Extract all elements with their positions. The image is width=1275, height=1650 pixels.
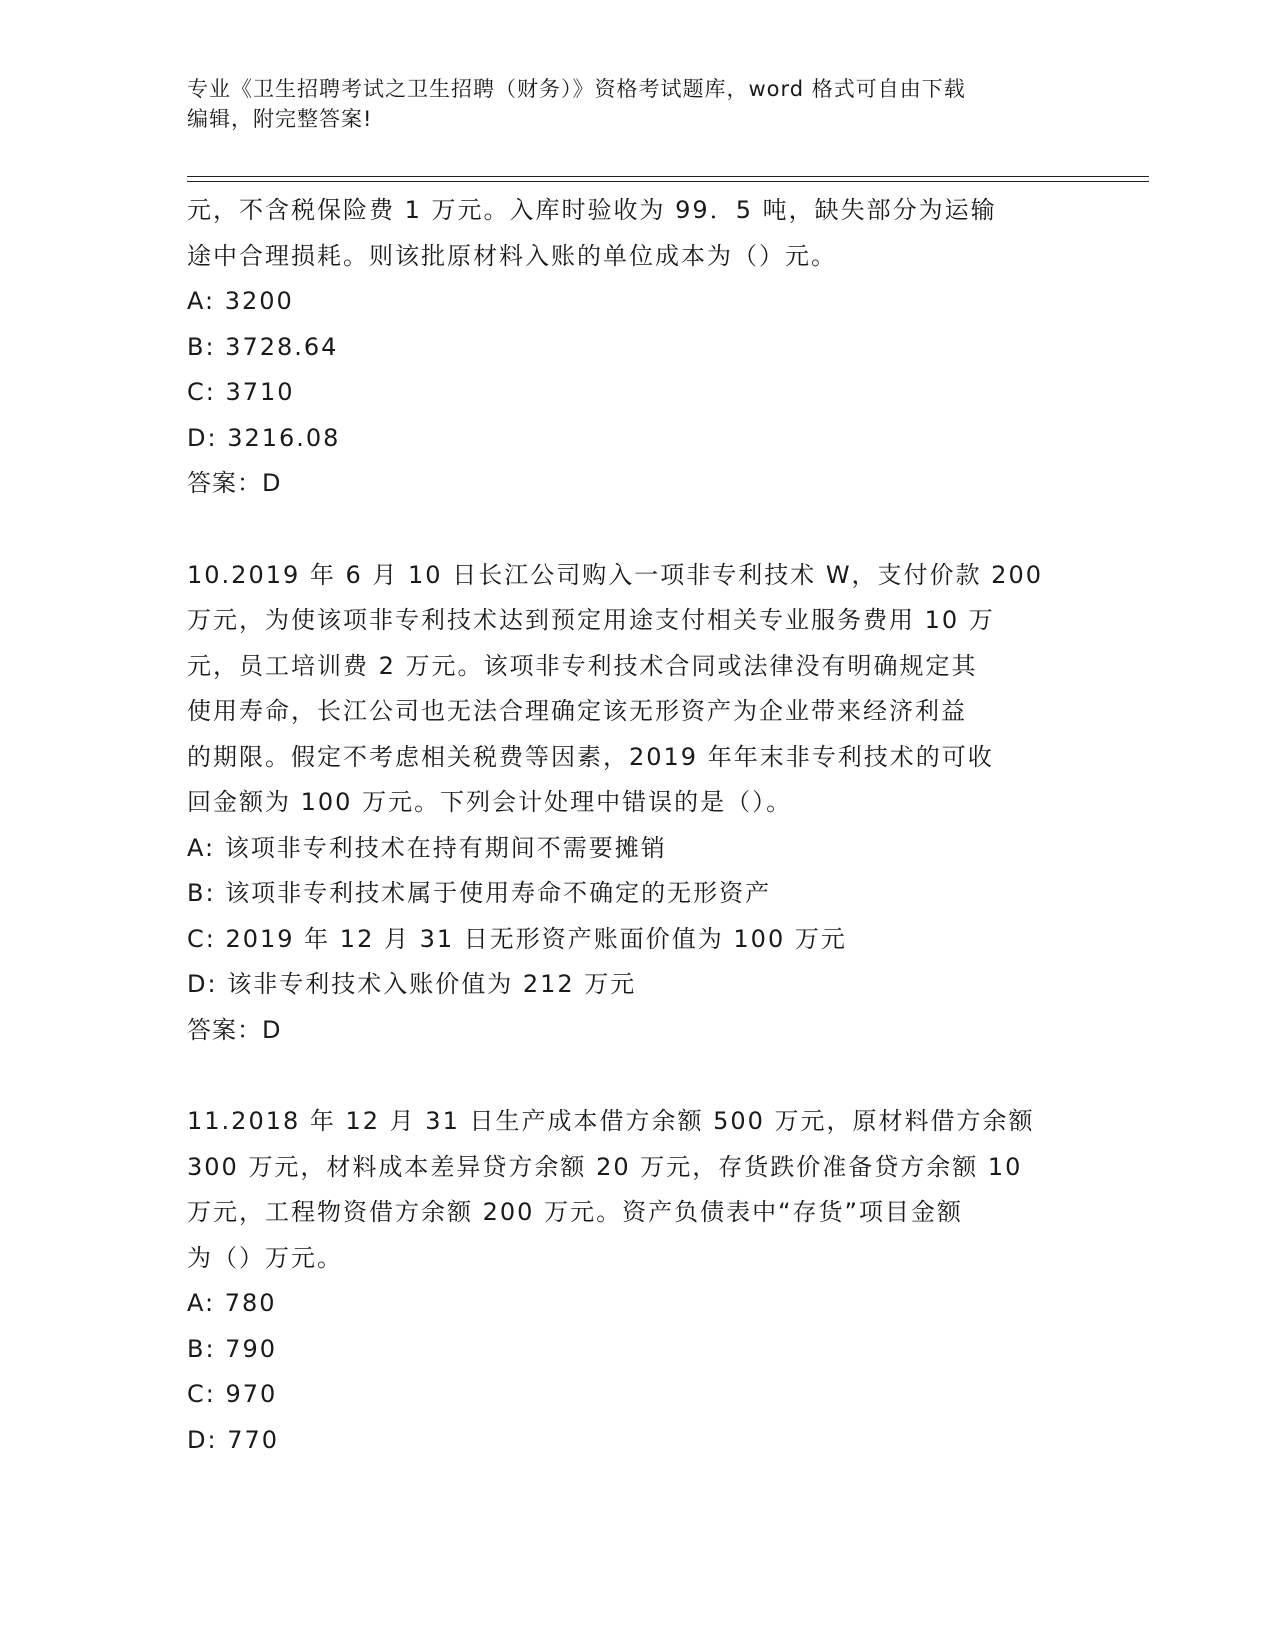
question-text-line: 万元，工程物资借方余额 200 万元。资产负债表中“存货”项目金额 — [187, 1198, 963, 1226]
option-b: B: 790 — [187, 1334, 277, 1363]
header-line-1: 专业《卫生招聘考试之卫生招聘（财务）》资格考试题库，word 格式可自由下载 — [187, 77, 966, 101]
header-double-rule — [187, 176, 1149, 182]
option-d: D: 770 — [187, 1425, 280, 1454]
question-text-line: 10.2019 年 6 月 10 日长江公司购入一项非专利技术 W，支付价款 200 — [187, 560, 1043, 589]
option-b: B: 该项非专利技术属于使用寿命不确定的无形资产 — [187, 879, 772, 907]
question-text-line: 途中合理损耗。则该批原材料入账的单位成本为（）元。 — [187, 241, 837, 270]
question-text-line: 元，员工培训费 2 万元。该项非专利技术合同或法律没有明确规定其 — [187, 651, 978, 680]
spacer — [187, 1053, 1087, 1099]
page-header — [187, 74, 1087, 134]
answer-label: 答案：D — [187, 1015, 282, 1044]
question-9-continued — [187, 188, 1087, 507]
option-c: C: 970 — [187, 1380, 278, 1408]
option-d: D: 3216.08 — [187, 423, 341, 452]
spacer — [187, 507, 1087, 553]
question-text-line: 回金额为 100 万元。下列会计处理中错误的是（）。 — [187, 788, 793, 816]
question-text-line: 的期限。假定不考虑相关税费等因素，2019 年年末非专利技术的可收 — [187, 742, 994, 771]
question-text-line: 11.2018 年 12 月 31 日生产成本借方余额 500 万元，原材料借方余额 — [187, 1107, 1035, 1135]
answer-label: 答案：D — [187, 469, 282, 497]
option-b: B: 3728.64 — [187, 332, 339, 361]
option-d: D: 该非专利技术入账价值为 212 万元 — [187, 970, 637, 998]
header-line-2: 编辑，附完整答案! — [187, 107, 373, 131]
question-text-line: 元，不含税保险费 1 万元。入库时验收为 99．5 吨，缺失部分为运输 — [187, 196, 997, 224]
question-text-line: 万元，为使该项非专利技术达到预定用途支付相关专业服务费用 10 万 — [187, 606, 995, 634]
question-text-line: 为（）万元。 — [187, 1243, 343, 1272]
question-text-line: 300 万元，材料成本差异贷方余额 20 万元，存货跌价准备贷方余额 10 — [187, 1152, 1023, 1181]
option-a: A: 3200 — [187, 287, 294, 315]
document-body — [187, 188, 1087, 1463]
option-a: A: 780 — [187, 1289, 277, 1317]
question-11 — [187, 1099, 1087, 1463]
question-text-line: 使用寿命，长江公司也无法合理确定该无形资产为企业带来经济利益 — [187, 697, 967, 725]
question-10 — [187, 553, 1087, 1054]
option-a: A: 该项非专利技术在持有期间不需要摊销 — [187, 833, 667, 862]
option-c: C: 2019 年 12 月 31 日无形资产账面价值为 100 万元 — [187, 924, 847, 953]
option-c: C: 3710 — [187, 378, 295, 406]
